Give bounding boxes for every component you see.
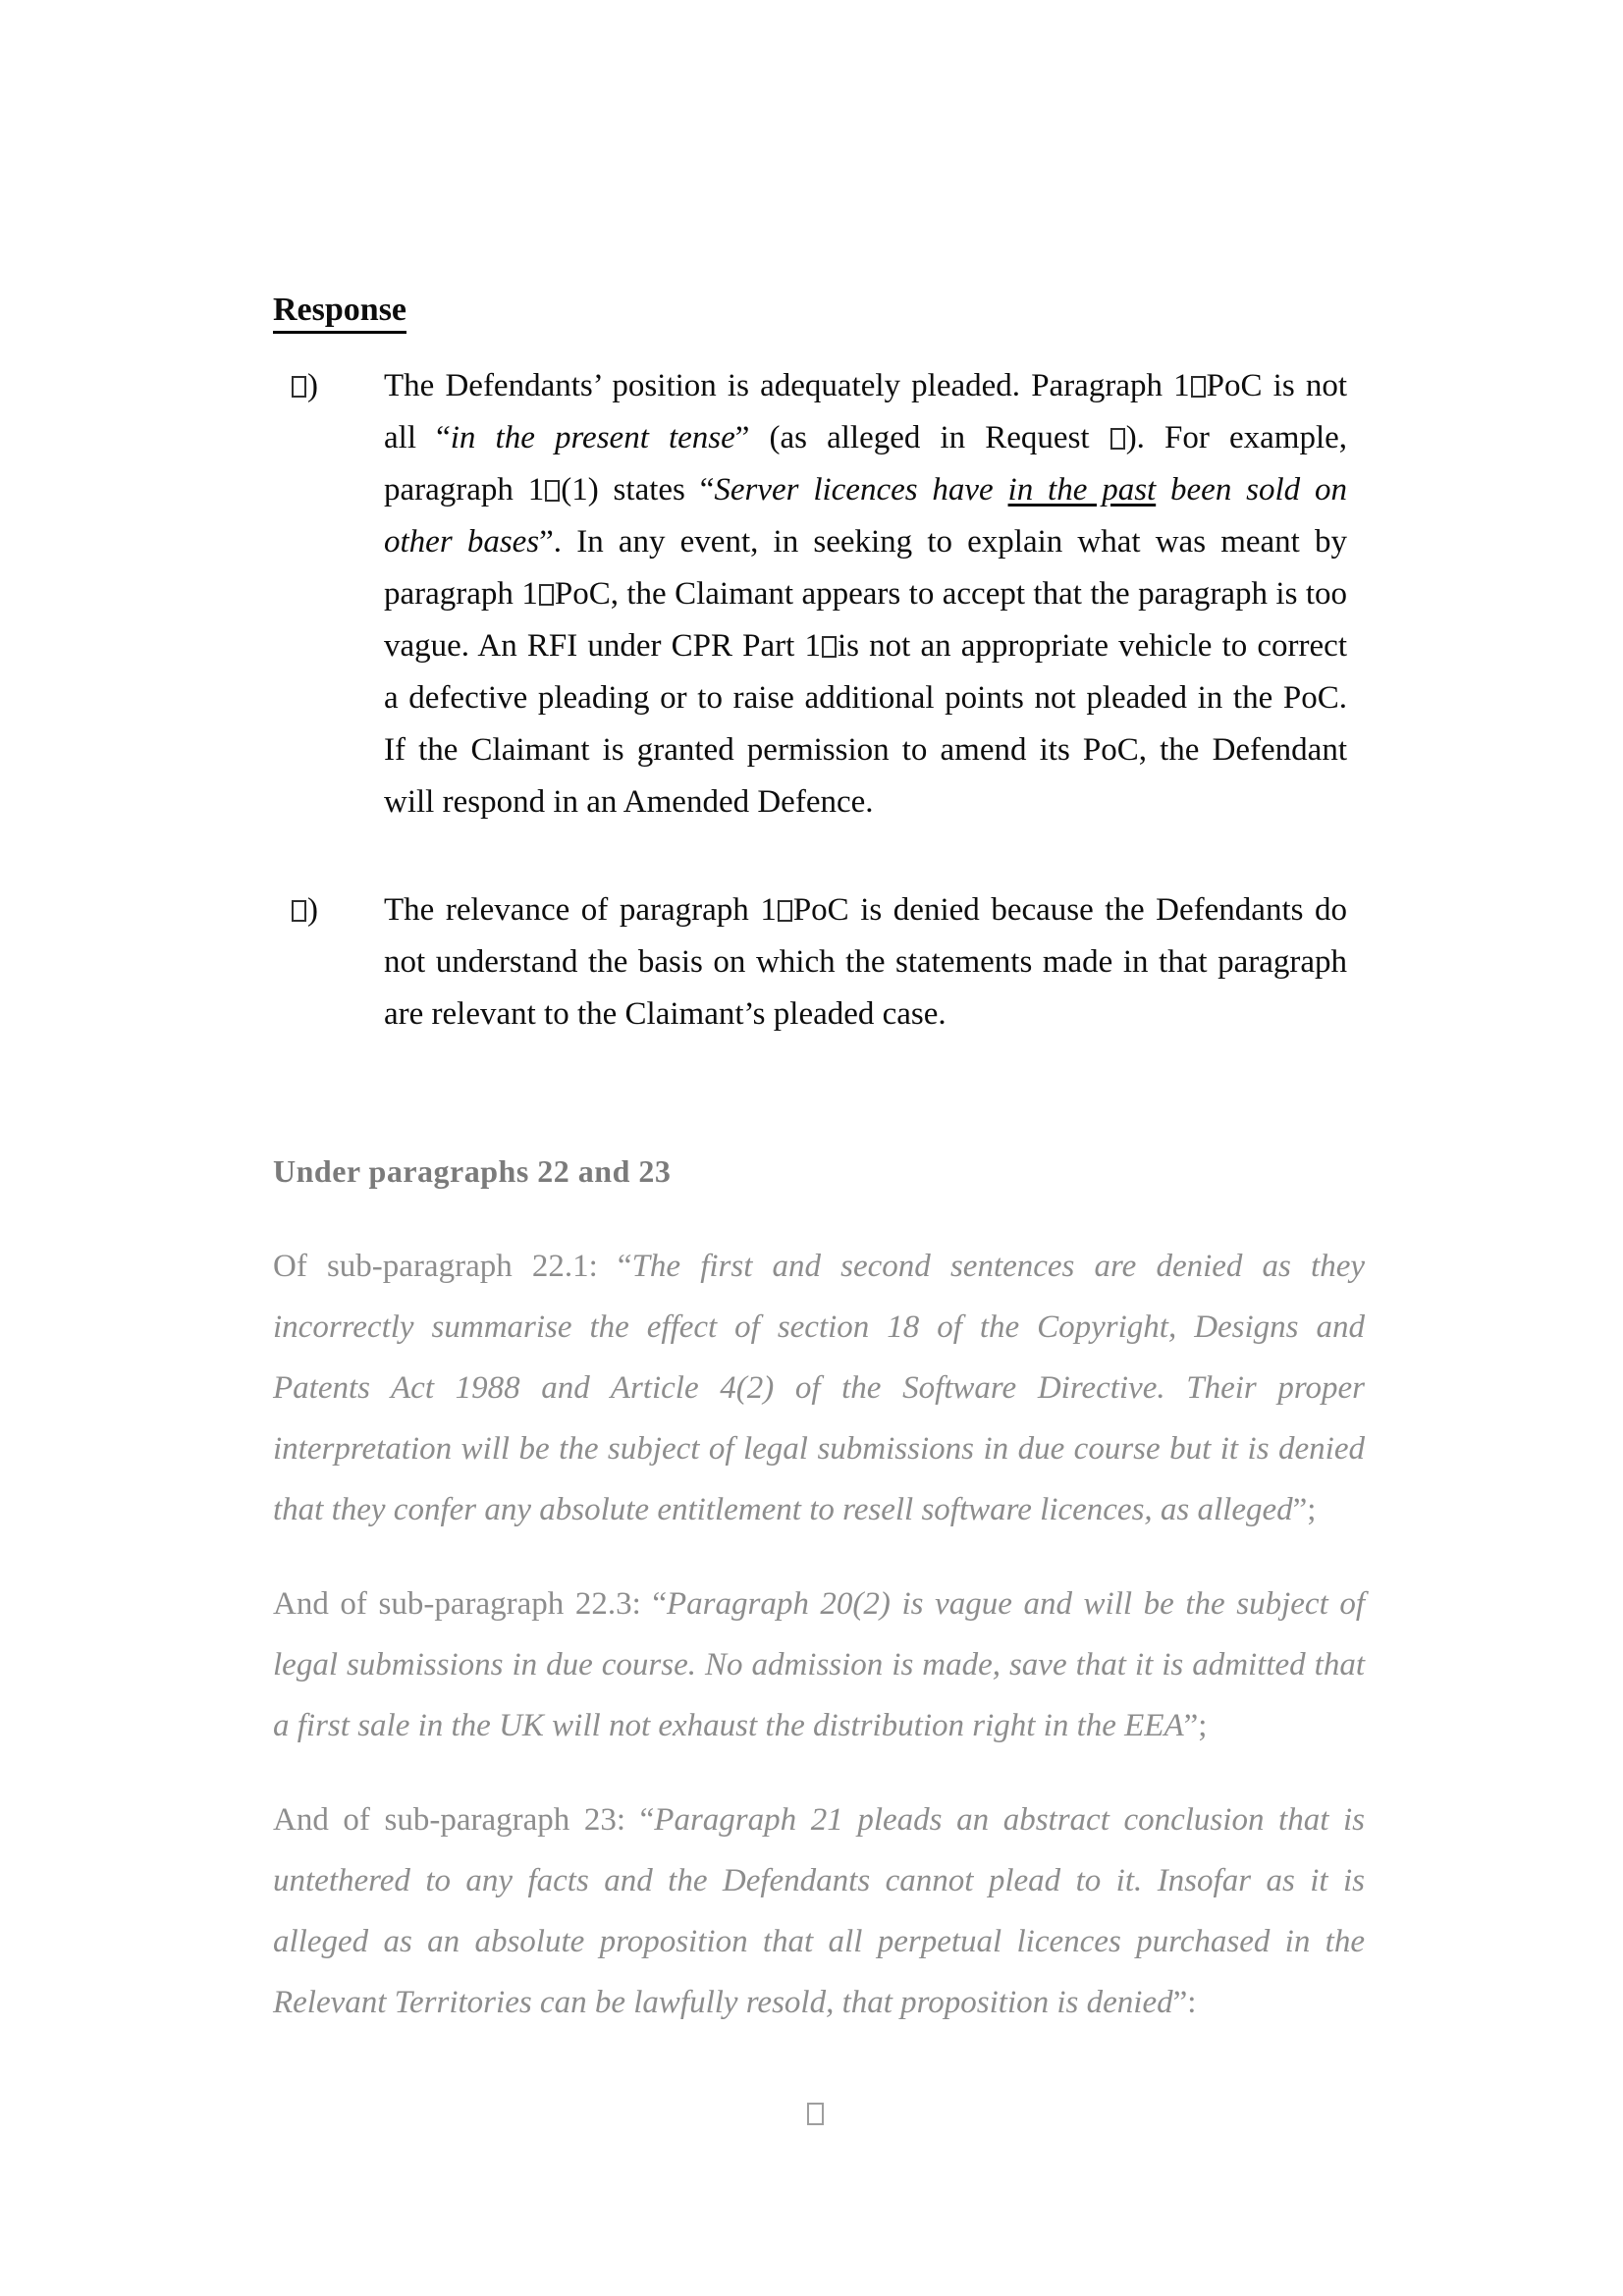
missing-glyph-box-icon: [539, 584, 554, 606]
text-segment: Of sub-paragraph 22.1: “: [273, 1249, 632, 1284]
text-segment: PoC is denied because the Defendants do not understand the basis on which the statements made in that paragraph are relevant to the Claimant’s pleaded case.: [384, 892, 1348, 1032]
text-segment: ”;: [1292, 1492, 1317, 1527]
text-segment: in the present tense: [450, 420, 735, 455]
text-segment: (1) states “: [561, 472, 715, 507]
text-segment: PoC, the Claimant appears to accept that the paragraph is too vague. An RFI under CPR Part 1: [384, 576, 1347, 664]
response-item-1-text: [384, 368, 1347, 820]
text-segment: Paragraph 20(2) is vague and will be the subject of legal submissions in due course. No admission is made, save that it is admitted that a first sale in the UK will not exhaust the distribution right in the EEA: [273, 1586, 1365, 1743]
under-paragraphs-heading: Under paragraphs 22 and 23: [273, 1153, 672, 1189]
text-segment: The Defendants’ position is adequately pleaded. Paragraph 1: [384, 368, 1190, 403]
text-segment: PoC is not all “: [384, 368, 1347, 455]
text-segment: in the past: [1007, 472, 1157, 507]
list-marker-2: [291, 884, 318, 936]
missing-glyph-box-icon: [778, 900, 792, 922]
quoted-paragraph-22-3: [273, 1574, 1365, 1756]
page-number-missing-glyph-icon: [807, 2103, 824, 2125]
text-segment: The first and second sentences are denied as they incorrectly summarise the effect of section 18 of the Copyright, Designs and Patents Act 1988 and Article 4(2) of the Software Directive. Their proper interpretation will be the subject of legal submissions in due course but it is denied that they confer any absolute entitlement to resell software licences, as alleged: [273, 1249, 1365, 1527]
text-segment: ”;: [1183, 1708, 1208, 1743]
text-segment: ”. In any event, in seeking to explain what was meant by paragraph 1: [384, 524, 1347, 612]
missing-glyph-box-icon: [292, 376, 306, 398]
text-segment: Paragraph 21 pleads an abstract conclusion that is untethered to any facts and the Defendants cannot plead to it. Insofar as it is alleged as an absolute proposition that all perpetual licences purchased in the Relevant Territories can be lawfully resold, that proposition is denied: [273, 1802, 1365, 2020]
response-item-2-text: [384, 892, 1347, 1032]
response-item-1: [273, 360, 1347, 828]
quoted-paragraph-22-1: [273, 1236, 1365, 1540]
text-segment: been sold on other bases: [384, 472, 1347, 560]
missing-glyph-box-icon: [292, 900, 306, 922]
missing-glyph-box-icon: [1191, 376, 1206, 398]
text-segment: ”:: [1172, 1985, 1197, 2020]
text-segment: is not an appropriate vehicle to correct a defective pleading or to raise additional points not pleaded in the PoC. If the Claimant is granted permission to amend its PoC, the Defendant will respond in an Amended Defence.: [384, 628, 1347, 820]
missing-glyph-box-icon: [1110, 428, 1125, 450]
list-marker-1: [291, 360, 318, 412]
text-segment: ). For example, paragraph 1: [384, 420, 1348, 507]
text-segment: ” (as alleged in Request: [734, 420, 1109, 455]
text-segment: ): [307, 368, 318, 403]
text-segment: And of sub-paragraph 23: “: [273, 1802, 655, 1838]
missing-glyph-box-icon: [545, 480, 560, 502]
response-item-2: [273, 884, 1347, 1041]
quoted-paragraph-23: [273, 1789, 1365, 2033]
text-segment: ): [307, 892, 318, 928]
text-segment: Server licences have: [714, 472, 1008, 507]
text-segment: And of sub-paragraph 22.3: “: [273, 1586, 667, 1622]
document-content: [273, 0, 1365, 2033]
response-heading-text: Response: [273, 291, 406, 334]
response-heading: [273, 291, 1365, 334]
missing-glyph-box-icon: [822, 636, 837, 658]
text-segment: The relevance of paragraph 1: [384, 892, 777, 928]
